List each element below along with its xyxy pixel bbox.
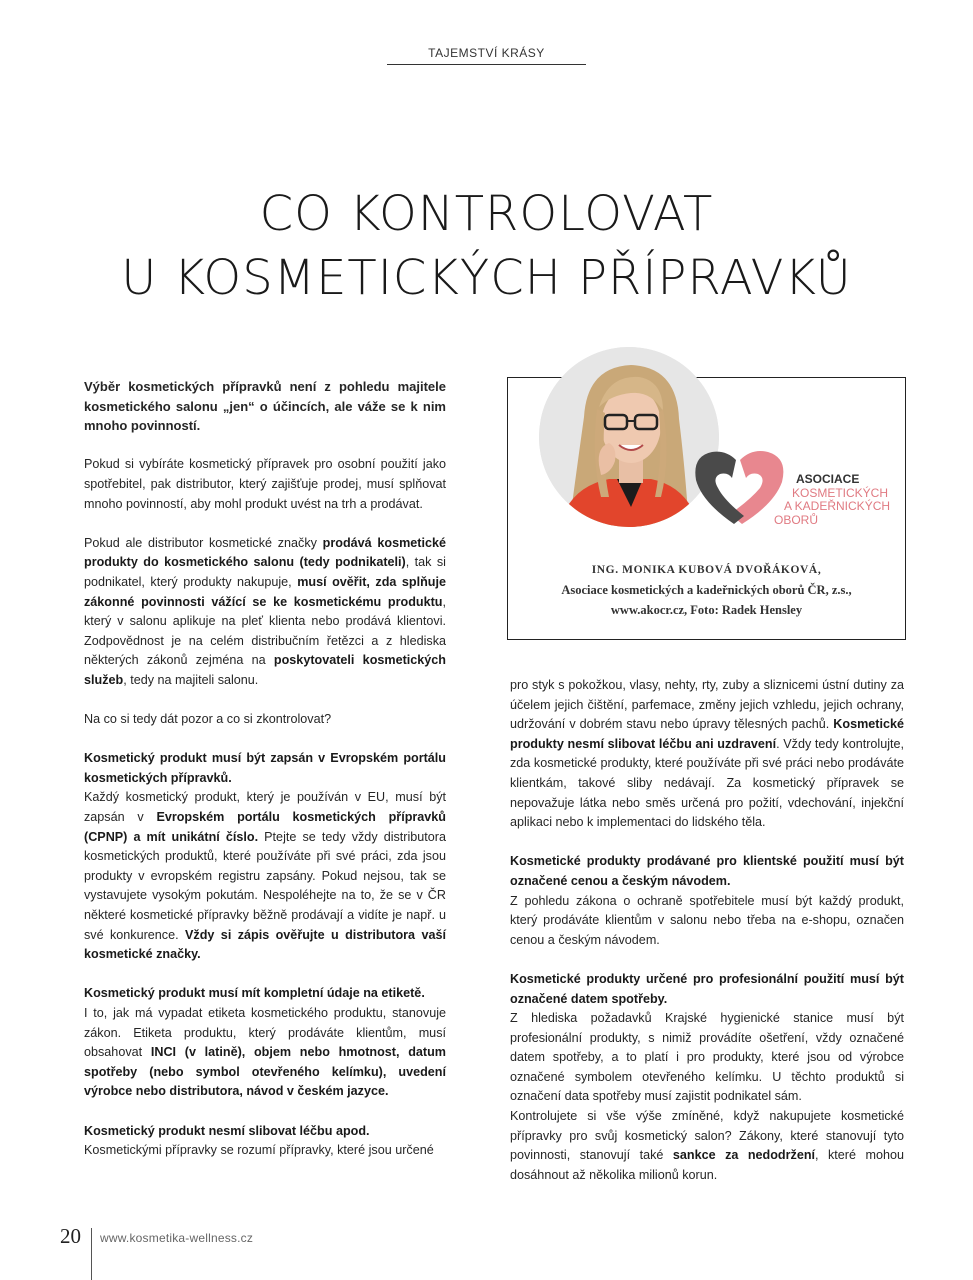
emphasis-run: INCI (v latině), objem nebo hmotnost, datum spotřeby (nebo symbol otevřeného kelímku), uvedení výrobce nebo distributora, návod v českém jazyce. — [84, 1045, 446, 1099]
section-2-text — [84, 1004, 446, 1102]
text-run: , tak si podnikatel, který produkty nakupuje, — [84, 555, 446, 589]
emphasis-run: sankce za nedodržení — [672, 1148, 816, 1163]
paragraph-2 — [84, 534, 446, 691]
emphasis-run: musí ověřit, zda splňuje zákonné povinnosti vážící se ke kosmetickému produktu — [84, 574, 446, 609]
emphasis-run: Kosmetické produkty nesmí slibovat léčbu ani uzdravení — [510, 717, 904, 751]
section-5-text: Z hlediska požadavků Krajské hygienické stanice musí být profesionální produkty, s nimiž provádíte ošetření, vždy označené datem spotřeby, a to platí i pro produkty, které jsou od výrobce označené symbolem otevřeného kelímku. U těchto produktů si označení data spotřeby musí zajistit podnikatel sám. — [510, 1011, 904, 1104]
text-run: Pokud ale distributor kosmetické značky — [84, 535, 323, 550]
text-run: , tedy na majiteli salonu. — [123, 672, 259, 687]
section-4-text: Z pohledu zákona o ochraně spotřebitele musí být každý produkt, který prodáváte klientům v salonu nebo třeba na e-shopu, označen cenou a českým návodem. — [510, 893, 904, 947]
subheading-3 — [84, 1122, 446, 1142]
subheading-text: Kosmetický produkt musí mít kompletní údaje na etiketě. — [84, 986, 425, 1001]
logo-text-line-2: KOSMETICKÝCH — [792, 485, 889, 500]
title-line-2: U KOSMETICKÝCH PŘÍPRAVKŮ — [121, 250, 852, 306]
logo-text-line-4: OBORŮ — [774, 512, 819, 527]
subheading-text: Kosmetické produkty určené pro profesionální použití musí být označené datem spotřeby. — [510, 971, 904, 1006]
text-run: , které mohou dosáhnout až několika milionů korun. — [510, 1148, 904, 1182]
subheading-2 — [84, 984, 446, 1004]
subheading-4 — [510, 852, 904, 891]
text-run: pro styk s pokožkou, vlasy, nehty, rty, zuby a sliznicemi ústní dutiny za účelem jejich čištění, parfemace, změny jejich vzhledu, jejich ochrany, udržování v dobrém stavu nebo úpravy tělesných pachů. — [510, 678, 904, 732]
paragraph-1: Pokud si vybíráte kosmetický přípravek pro osobní použití jako spotřebitel, pak distributor, který zajišťuje prodej, musí splňovat mnoho povinností, aby mohl produkt uvést na trh a prodávat. — [84, 457, 446, 511]
page-number: 20 — [60, 1224, 81, 1248]
section-1-text — [84, 788, 446, 964]
association-logo-text — [774, 473, 904, 527]
emphasis-run: Vždy si zápis ověřujte u distributora vaší kosmetické značky. — [84, 927, 446, 962]
profile-caption — [507, 560, 906, 620]
text-run: Kontrolujete si vše výše zmíněné, když nakupujete kosmetické přípravky pro svůj kosmetický salon? Zákony, které stanovují tyto povinnosti, stanovují také — [510, 1109, 904, 1163]
text-run: Ptejte se tedy vždy distributora kosmetických produktů, které používáte při své práci, zda jsou produkty v evropském registru zapsány. Pokud nejsou, tak se vystavujete vysokým pokutám. Nespoléhejte na to, že se v ČR některé kosmetické přípravky běžně prodávají a vidíte je např. u své konkurence. — [84, 829, 446, 942]
section-header: TAJEMSTVÍ KRÁSY — [387, 46, 586, 65]
emphasis-run: poskytovateli kosmetických služeb — [84, 653, 446, 687]
footer-website: www.kosmetika-wellness.cz — [100, 1231, 254, 1245]
subheading-1 — [84, 749, 446, 788]
text-run: Každý kosmetický produkt, který je používán v EU, musí být zapsán v — [84, 790, 446, 825]
emphasis-run: Evropském portálu kosmetických přípravků (CPNP) a mít unikátní číslo. — [84, 810, 446, 844]
section-3-text-continued — [510, 676, 904, 833]
emphasis-run: prodává kosmetické produkty do kosmetického salonu (tedy podnikateli) — [84, 535, 446, 570]
closing-paragraph — [510, 1107, 904, 1185]
text-run: , který v salonu aplikuje na pleť klienta nebo prodává klientovi. Zodpovědnost je na celém distribučním řetězci a z hlediska některých zákonů zejména na — [84, 594, 446, 668]
title-line-1: CO KONTROLOVAT — [259, 186, 714, 242]
logo-text-line-1: ASOCIACE — [796, 472, 860, 486]
subheading-text: Kosmetický produkt nesmí slibovat léčbu apod. — [84, 1123, 370, 1138]
text-run: I to, jak má vypadat etiketa kosmetického produktu, stanovuje zákon. Etiketa produktu, který prodáváte klientům, musí obsahovat — [84, 1006, 446, 1060]
footer-divider — [91, 1228, 92, 1280]
subheading-5 — [510, 970, 904, 1009]
text-run: . Vždy tedy kontrolujte, zda kosmetické produkty, které používáte při své práci nebo prodáváte klientkám, takové sliby nedávají. Za kosmetický přípravek se nepovažuje látka nebo směs určená pro požití, vdechování, injekční aplikaci nebo k implementaci do lidského těla. — [510, 736, 905, 830]
author-credit: www.akocr.cz, Foto: Radek Hensley — [610, 603, 803, 617]
left-column — [84, 377, 446, 1161]
section-3-text-start: Kosmetickými přípravky se rozumí přípravky, které jsou určené — [84, 1143, 434, 1158]
paragraph-3: Na co si tedy dát pozor a co si zkontrolovat? — [84, 712, 332, 727]
author-organization: Asociace kosmetických a kadeřnických oborů ČR, z.s., — [561, 583, 852, 597]
lead-paragraph: Výběr kosmetických přípravků není z pohledu majitele kosmetického salonu „jen“ o účincích, ale váže se k nim mnoho povinností. — [84, 379, 446, 434]
right-column — [510, 676, 904, 1185]
subheading-text: Kosmetické produkty prodávané pro klientské použití musí být označené cenou a českým návodem. — [510, 854, 904, 888]
subheading-text: Kosmetický produkt musí být zapsán v Evropském portálu kosmetických přípravků. — [84, 751, 446, 785]
logo-text-line-3: A KADEŘNICKÝCH — [784, 499, 891, 513]
article-title — [60, 182, 913, 310]
author-name: ING. MONIKA KUBOVÁ DVOŘÁKOVÁ, — [591, 564, 822, 576]
